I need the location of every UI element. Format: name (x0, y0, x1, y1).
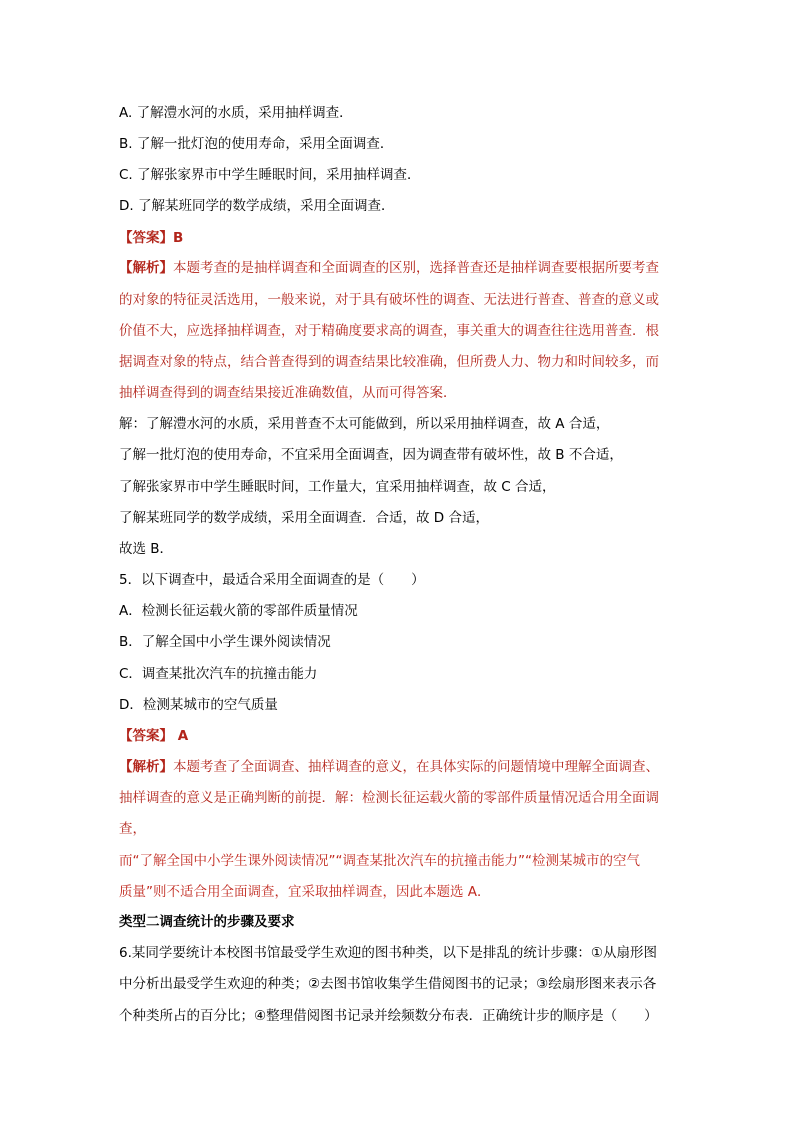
q4-option-c: C. 了解张家界市中学生睡眠时间，采用抽样调查． (119, 167, 421, 183)
q5-note-line-2: 质量”则不适合用全面调查，宜采取抽样调查，因此本题选 A． (119, 884, 491, 900)
q4-solution-line-1: 解：了解澧水河的水质，采用普查不太可能做到，所以采用抽样调查，故 A 合适， (119, 416, 610, 432)
analysis-tag: 【解析】 (119, 759, 173, 775)
answer-tag: 【答案】 (119, 728, 173, 744)
q4-analysis-line-3: 价值不大，应选择抽样调查，对于精确度要求高的调查，事关重大的调查往往选用普查．根 (119, 323, 659, 339)
q4-solution-line-4: 了解某班同学的数学成绩，采用全面调查．合适，故 D 合适， (119, 510, 489, 526)
analysis-text: 本题考查的是抽样调查和全面调查的区别，选择普查还是抽样调查要根据所要考查 (173, 260, 659, 276)
q5-option-c: C．调查某批次汽车的抗撞击能力 (119, 666, 318, 682)
q5-option-b: B．了解全国中小学生课外阅读情况 (119, 634, 331, 650)
section-heading: 类型二调查统计的步骤及要求 (119, 914, 295, 930)
q4-option-d: D. 了解某班同学的数学成绩，采用全面调查． (119, 198, 395, 214)
analysis-tag: 【解析】 (119, 260, 173, 276)
q5-analysis-line-1 (119, 757, 659, 777)
q4-analysis-line-1 (119, 258, 659, 278)
q6-line-2: 中分析出最受学生欢迎的种类；②去图书馆收集学生借阅图书的记录；③绘扇形图来表示各 (119, 976, 657, 992)
q4-option-a: A. 了解澧水河的水质，采用抽样调查． (119, 105, 353, 121)
q4-analysis-line-5: 抽样调查得到的调查结果接近准确数值，从而可得答案． (119, 385, 457, 401)
analysis-text: 本题考查了全面调查、抽样调查的意义，在具体实际的问题情境中理解全面调查、 (173, 759, 659, 775)
answer-value: A (173, 728, 189, 744)
q5-analysis-line-3: 查， (119, 821, 146, 837)
q5-stem: 5．以下调查中，最适合采用全面调查的是（ ） (119, 572, 425, 588)
q4-option-b: B. 了解一批灯泡的使用寿命，采用全面调查． (119, 136, 394, 152)
q4-analysis-line-2: 的对象的特征灵活选用，一般来说，对于具有破坏性的调查、无法进行普查、普查的意义或 (119, 292, 659, 308)
answer-tag: 【答案】 (119, 230, 173, 246)
q6-line-1: 6.某同学要统计本校图书馆最受学生欢迎的图书种类，以下是排乱的统计步骤：①从扇形图 (119, 945, 657, 961)
q4-solution-line-5: 故选 B． (119, 541, 174, 557)
q5-note-line-1: 而“了解全国中小学生课外阅读情况”“调查某批次汽车的抗撞击能力”“检测某城市的空气 (119, 853, 640, 869)
q4-analysis-line-4: 据调查对象的特点，结合普查得到的调查结果比较准确，但所费人力、物力和时间较多，而 (119, 354, 659, 370)
q4-solution-line-3: 了解张家界市中学生睡眠时间，工作量大，宜采用抽样调查，故 C 合适， (119, 479, 556, 495)
q5-option-d: D．检测某城市的空气质量 (119, 697, 278, 713)
q4-answer (119, 228, 183, 248)
answer-value: B (173, 230, 184, 246)
q4-solution-line-2: 了解一批灯泡的使用寿命，不宜采用全面调查，因为调查带有破坏性，故 B 不合适， (119, 447, 623, 463)
q5-option-a: A．检测长征运载火箭的零部件质量情况 (119, 603, 358, 619)
q5-analysis-line-2: 抽样调查的意义是正确判断的前提．解：检测长征运载火箭的零部件质量情况适合用全面调 (119, 790, 659, 806)
q6-line-3: 个种类所占的百分比；④整理借阅图书记录并绘频数分布表．正确统计步的顺序是（ ） (119, 1008, 658, 1024)
q5-answer (119, 726, 188, 746)
